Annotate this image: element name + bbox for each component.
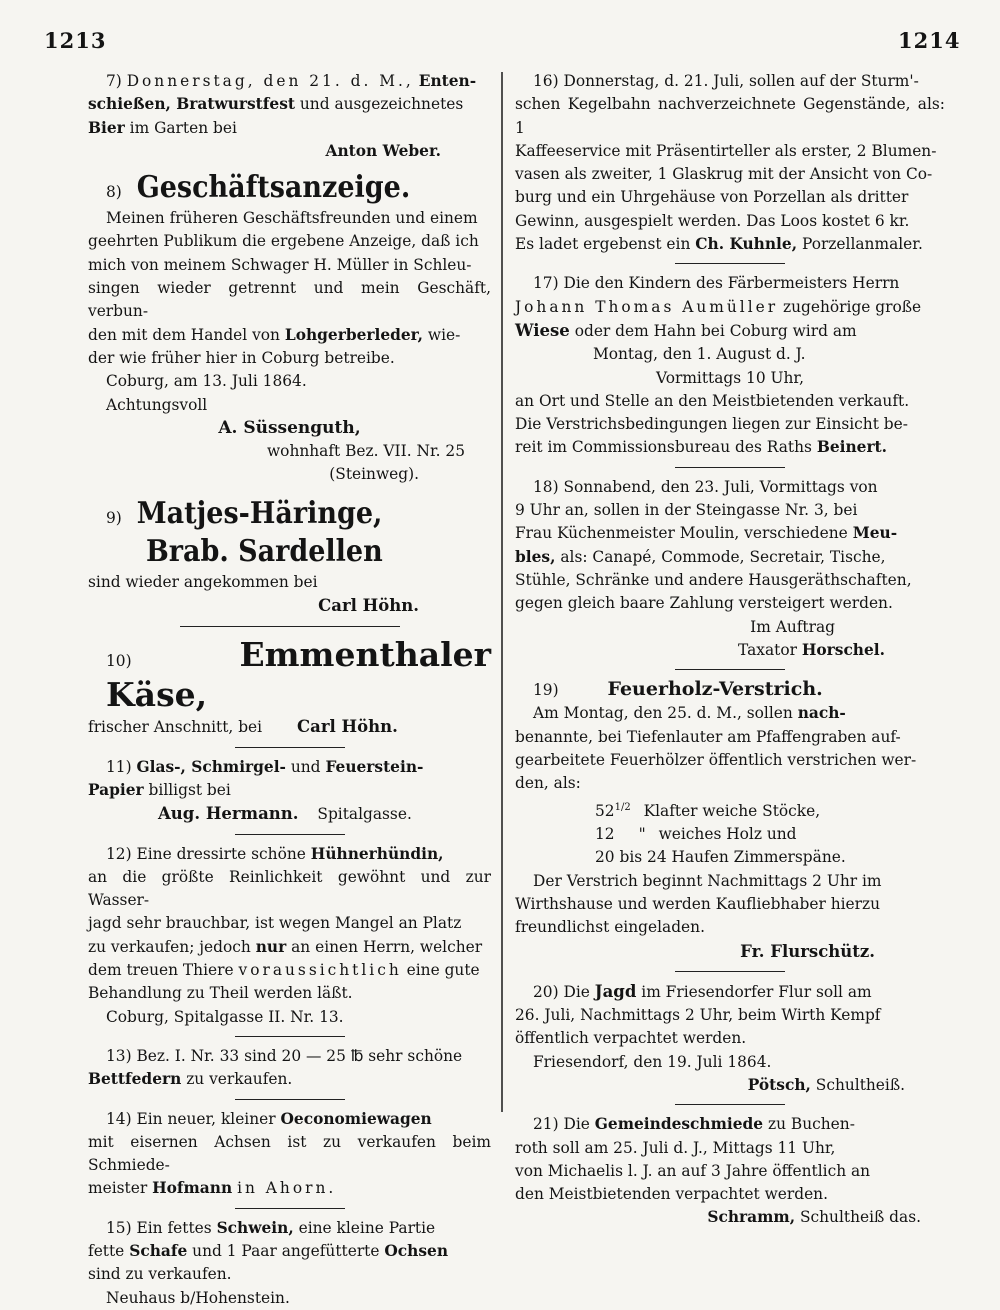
separator (675, 669, 785, 670)
signature: A. Süssenguth, (218, 417, 361, 438)
ad-8: 8) Geschäftsanzeige. Meinen früheren Geschäftsfreunden und einem geehrten Publikum die ergebene Anzeige, daß ich mich von meinem Schwager H. Müller in Schleu- singen wieder getrennt und mein Geschäft, verbun- den mit dem Handel von Lohgerberleder, wie- der wie früher hier in Coburg betreibe. Coburg, am 13. Juli 1864. Achtungsvoll A. Süssenguth, wohnhaft Bez. VII. Nr. 25 (Steinweg). (88, 170, 491, 484)
separator (675, 971, 785, 972)
separator (180, 626, 400, 627)
ad-16: 16) Donnerstag, d. 21. Juli, sollen auf der Sturm'- schen Kegelbahn nachverzeichnete Gegenstände, als: 1 Kaffeeservice mit Präsentirteller als erster, 2 Blumen- vasen als zweiter, 1 Glaskrug mit der Ansicht von Co- burg und ein Uhrgehäuse von Porzellan als dritter Gewinn, ausgespielt werden. Das Loos kostet 6 kr. Es ladet ergebenst ein Ch. Kuhnle, Porzellanmaler. (515, 72, 945, 254)
separator (235, 1208, 345, 1209)
ad-10: 10) Emmenthaler Käse, frischer Anschnitt, bei Carl Höhn. (88, 635, 491, 737)
separator (235, 1036, 345, 1037)
page-number-right: 1214 (898, 28, 961, 53)
ad-title: Feuerholz-Verstrich. (607, 678, 823, 701)
page-number-left: 1213 (44, 28, 107, 53)
ad-11: 11) Glas-, Schmirgel- und Feuerstein- Papier billigst bei Aug. Hermann. Spitalgasse. (88, 757, 424, 824)
signature: Fr. Flurschütz. (740, 941, 875, 961)
ad-13: 13) Bez. I. Nr. 33 sind 20 — 25 ℔ sehr schöne Bettfedern zu verkaufen. (88, 1046, 463, 1089)
signature: Carl Höhn. (297, 717, 398, 737)
ad-17: 17) Die den Kindern des Färbermeisters Herrn Johann Thomas Aumüller zugehörige große Wiese oder dem Hahn bei Coburg wird am Montag, den 1. August d. J. Vormittags 10 Uhr, an Ort und Stelle an den Meistbietenden verkauft. Die Verstrichsbedingungen liegen zur Einsicht be- reit im Commissionsbureau des Raths Beinert. (515, 274, 922, 457)
separator (235, 747, 345, 748)
ad-20: 20) Die Jagd im Friesendorfer Flur soll am 26. Juli, Nachmittags 2 Uhr, beim Wirth Kempf öffentlich verpachtet werden. Friesendorf, den 19. Juli 1864. Pötsch, Schultheiß. (515, 981, 905, 1094)
ad-7: 7) Donnerstag, den 21. d. M., Enten- schießen, Bratwurstfest und ausgezeichnetes Bier im Garten bei Anton Weber. (88, 72, 477, 160)
signature: Schramm, (707, 1208, 796, 1227)
ad-19: 19) Feuerholz-Verstrich. Am Montag, den 25. d. M., sollen nach- benannte, bei Tiefenlauter am Pfaffengraben auf- gearbeitete Feuerhölzer öffentlich verstrichen wer- den, als: $52^{1/2}$ Klafter weiche Stöcke, 12 " weiches Holz und 20 bis 24 Haufen Zimmerspäne. Der Verstrich beginnt Nachmittags 2 Uhr im Wirthshause und werden Kaufliebhaber hierzu freundlichst eingeladen. Fr. Flurschütz. (515, 678, 917, 961)
signature: Anton Weber. (325, 141, 441, 160)
right-column (515, 70, 945, 1230)
signature: Ch. Kuhnle, (695, 235, 798, 254)
signature: Horschel. (801, 640, 885, 659)
separator (675, 1104, 785, 1105)
ad-15: 15) Ein fettes Schwein, eine kleine Partie fette Schafe und 1 Paar angefütterte Ochsen sind zu verkaufen. Neuhaus b/Hohenstein. (88, 1218, 449, 1307)
left-column (88, 70, 491, 1310)
ad-12: 12) Eine dressirte schöne Hühnerhündin, an die größte Reinlichkeit gewöhnt und zur Wasser- jagd sehr brauchbar, ist wegen Mangel an Platz zu verkaufen; jedoch nur an einen Herrn, welcher dem treuen Thiere voraussichtlich eine gute Behandlung zu Theil werden läßt. Coburg, Spitalgasse II. Nr. 13. (88, 844, 491, 1026)
separator (675, 467, 785, 468)
ad-title: Emmenthaler Käse, (106, 635, 491, 715)
separator (675, 263, 785, 264)
signature: Beinert. (816, 438, 888, 457)
ad-14: 14) Ein neuer, kleiner Oeconomiewagen mit eisernen Achsen ist zu verkaufen beim Schmiede- meister Hofmann in Ahorn. (88, 1109, 491, 1198)
ad-9: 9) Matjes-Häringe, Brab. Sardellen sind wieder angekommen bei Carl Höhn. (88, 495, 419, 616)
ad-title: Matjes-Häringe, (136, 495, 383, 531)
ad-21: 21) Die Gemeindeschmiede zu Buchen- roth soll am 25. Juli d. J., Mittags 11 Uhr, von Michaelis l. J. an auf 3 Jahre öffentlich an den Meistbietenden verpachtet werden. Schramm, Schultheiß das. (515, 1115, 921, 1227)
signature: Carl Höhn. (318, 596, 419, 616)
separator (235, 1099, 345, 1100)
ad-title: Geschäftsanzeige. (136, 170, 411, 206)
separator (235, 834, 345, 835)
column-divider (501, 72, 503, 1112)
ad-title-2: Brab. Sardellen (146, 533, 383, 569)
ad-18: 18) Sonnabend, den 23. Juli, Vormittags von 9 Uhr an, sollen in der Steingasse Nr. 3, bei Frau Küchenmeister Moulin, verschiedene Meu- bles, als: Canapé, Commode, Secretair, Tische, Stühle, Schränke und andere Hausgeräthschaften, gegen gleich baare Zahlung versteigert werden. Im Auftrag Taxator Horschel. (515, 477, 912, 659)
signature: Pötsch, (747, 1076, 811, 1094)
signature: Aug. Hermann. (158, 804, 299, 824)
